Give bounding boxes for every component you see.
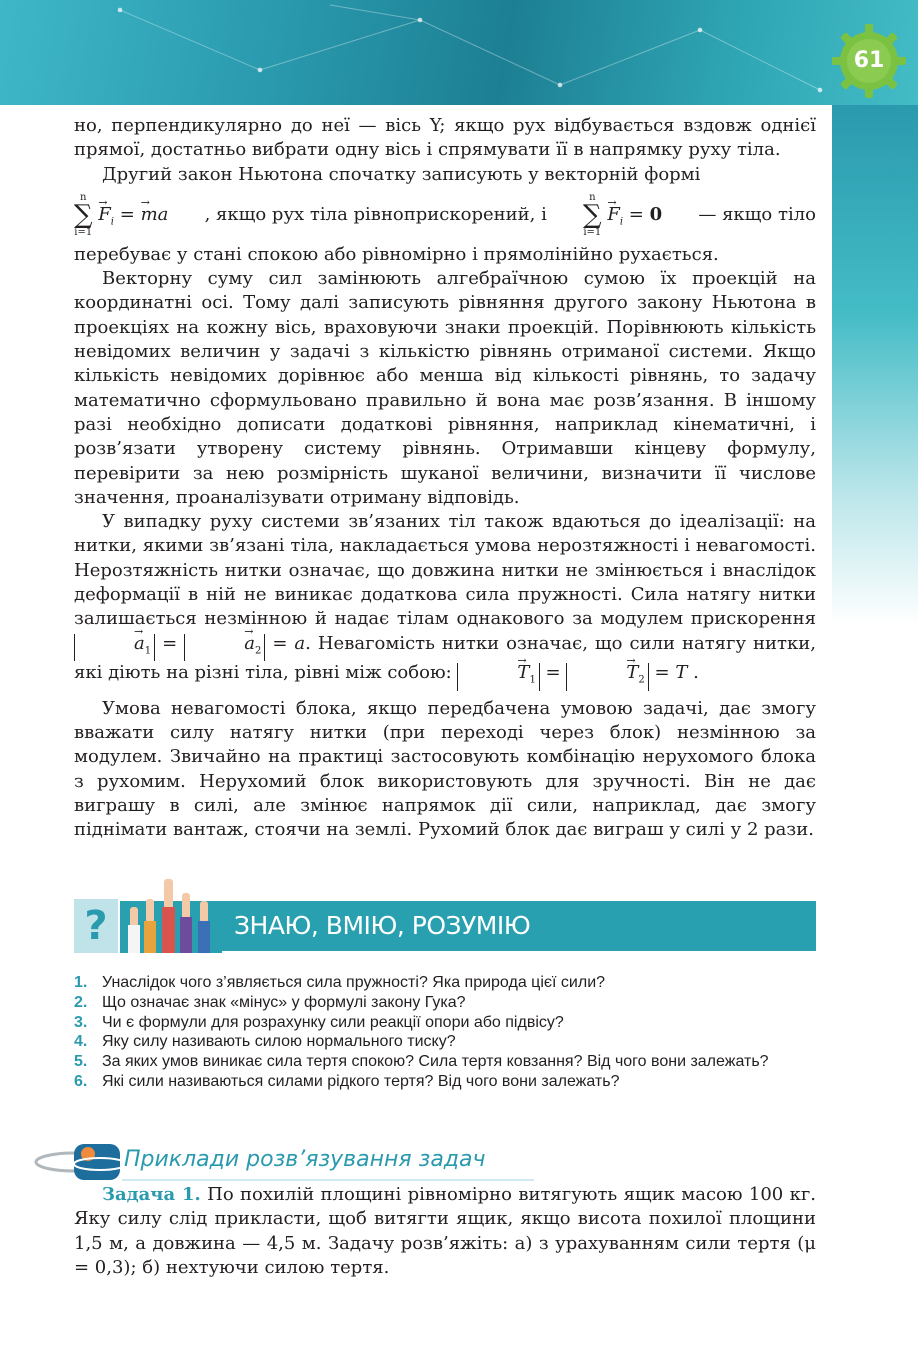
page-header-background — [0, 0, 918, 105]
abs-a2: → $a_2$ — [184, 634, 265, 662]
questions-list — [74, 973, 816, 1092]
section-title: Приклади розв’язування задач — [124, 1147, 486, 1172]
list-item: 3. Чи є формули для розрахунку сили реакції опори або підвісу? — [74, 1013, 564, 1031]
formula-text-mid: , якщо рух тіла рівноприскорений, і — [204, 203, 547, 225]
paragraph-4: У випадку руху системи зв’язаних тіл також вдаються до ідеалізації: на нитки, якими зв’язані тіла, накладається умова нерозтяжності і невагомості. Нерозтяжність нитки означає, що довжина нитки не змінюється і внаслідок деформації в ній не виникає додаткова сила пружності. Сила натягу нитки залишається незмінною й надає тілам однакового за модулем прискорення → $a_1$ = → $a_2 = a$. Невагомість нитки означає, що сили натягу нитки, які діють на різні тіла, рівні між собою: → $T_1$ = → $T_2 = T$ . — [74, 510, 816, 691]
constellation-decoration — [0, 0, 918, 105]
formula-text-end: — якщо тіло — [698, 203, 816, 225]
paragraph-2-end: перебуває у стані спокою або рівномірно і прямолінійно рухається. — [74, 243, 719, 265]
list-item: 1. Унаслідок чого з’являється сила пружності? Яка природа цієї сили? — [74, 974, 606, 991]
task-1: Задача 1. По похилій площині рівномірно витягують ящик масою 100 кг. Яку силу слід прикласти, щоб витягти ящик, якщо висота похилої площини 1,5 м, а довжина — 4,5 м. Задачу розв’яжіть: а) з урахуванням сили тертя (μ = 0,3); б) нехтуючи силою тертя. — [74, 1184, 817, 1278]
paragraph-2-start: Другий закон Ньютона спочатку записують у векторній формі — [102, 163, 701, 185]
formula-sum-ma: n ∑ i=1 → $F_i$ = → ma — [74, 192, 168, 238]
abs-a1: → $a_1$ — [74, 634, 155, 662]
banner-title: ЗНАЮ, ВМІЮ, РОЗУМІЮ — [234, 911, 531, 940]
vector-ma: → ma — [141, 203, 169, 227]
list-item: 2. Що означає знак «мінус» у формулі закону Гука? — [74, 993, 466, 1011]
paragraph-1: но, перпендикулярно до неї — вісь Y; якщо рух відбувається вздовж однієї прямої, достатньо вибрати одну вісь і спрямувати її в напрямку руху тіла. — [74, 115, 816, 161]
page-number: 61 — [853, 48, 885, 73]
page-number-badge — [830, 22, 908, 100]
paragraph-5: Умова невагомості блока, якщо передбачена умовою задачі, дає змогу вважати силу натягу нитки (при переході через блок) незмінною за модулем. Звичайно на практиці застосовують комбінацію нерухомого блока з рухомим. Нерухомий блок використовують для зручності. Він не дає виграшу в силі, але змінює напрямок дії сили, наприклад, дає змогу піднімати вантаж, стоячи на землі. Рухомий блок дає виграш у силі у 2 рази. — [74, 697, 816, 841]
task-label: Задача 1. — [102, 1184, 201, 1205]
side-decoration — [818, 105, 918, 625]
main-text — [74, 114, 816, 843]
sum-symbol: n ∑ i=1 — [74, 191, 93, 238]
newton-formula-line — [74, 187, 816, 243]
abs-T1: → $T_1$ — [457, 663, 539, 691]
list-item: 4. Яку силу називають силою нормального тиску? — [74, 1033, 456, 1051]
raised-hands-icon — [120, 877, 222, 953]
vector-F: → F — [607, 203, 620, 227]
sum-symbol: n ∑ i=1 — [583, 191, 602, 238]
abs-T2: → $T_2$ — [566, 663, 648, 691]
paragraph-3: Векторну суму сил замінюють алгебраїчною сумою їх проекцій на координатні осі. Тому далі записують рівняння другого закону Ньютона в проекціях на кожну вісь, враховуючи знаки проекцій. Порівнюють кількість невідомих величин у задачі з кількістю рівнянь отриманої системи. Якщо кількість невідомих дорівнює або менша від кількості рівнянь, то задачу математично сформульовано правильно й вона має розв’язання. В іншому разі необхідно дописати додаткові рівняння, наприклад кінематичні, і розв’язати утворену систему рівнянь. Отримавши кінцеву формулу, перевірити за нею розмірність шуканої величини, визначити її числове значення, проаналізувати отриману відповідь. — [74, 268, 816, 508]
list-item: 5. За яких умов виникає сила тертя спокою? Сила тертя ковзання? Від чого вони залежать? — [74, 1053, 769, 1071]
section-banner — [74, 899, 816, 953]
list-item: 6. Які сили називаються силами рідкого тертя? Від чого вони залежать? — [74, 1072, 620, 1090]
vector-F: → F — [98, 203, 111, 227]
formula-sum-zero: n ∑ i=1 → $F_i = 0$ — [583, 192, 662, 238]
question-mark-icon: ? — [74, 899, 118, 953]
